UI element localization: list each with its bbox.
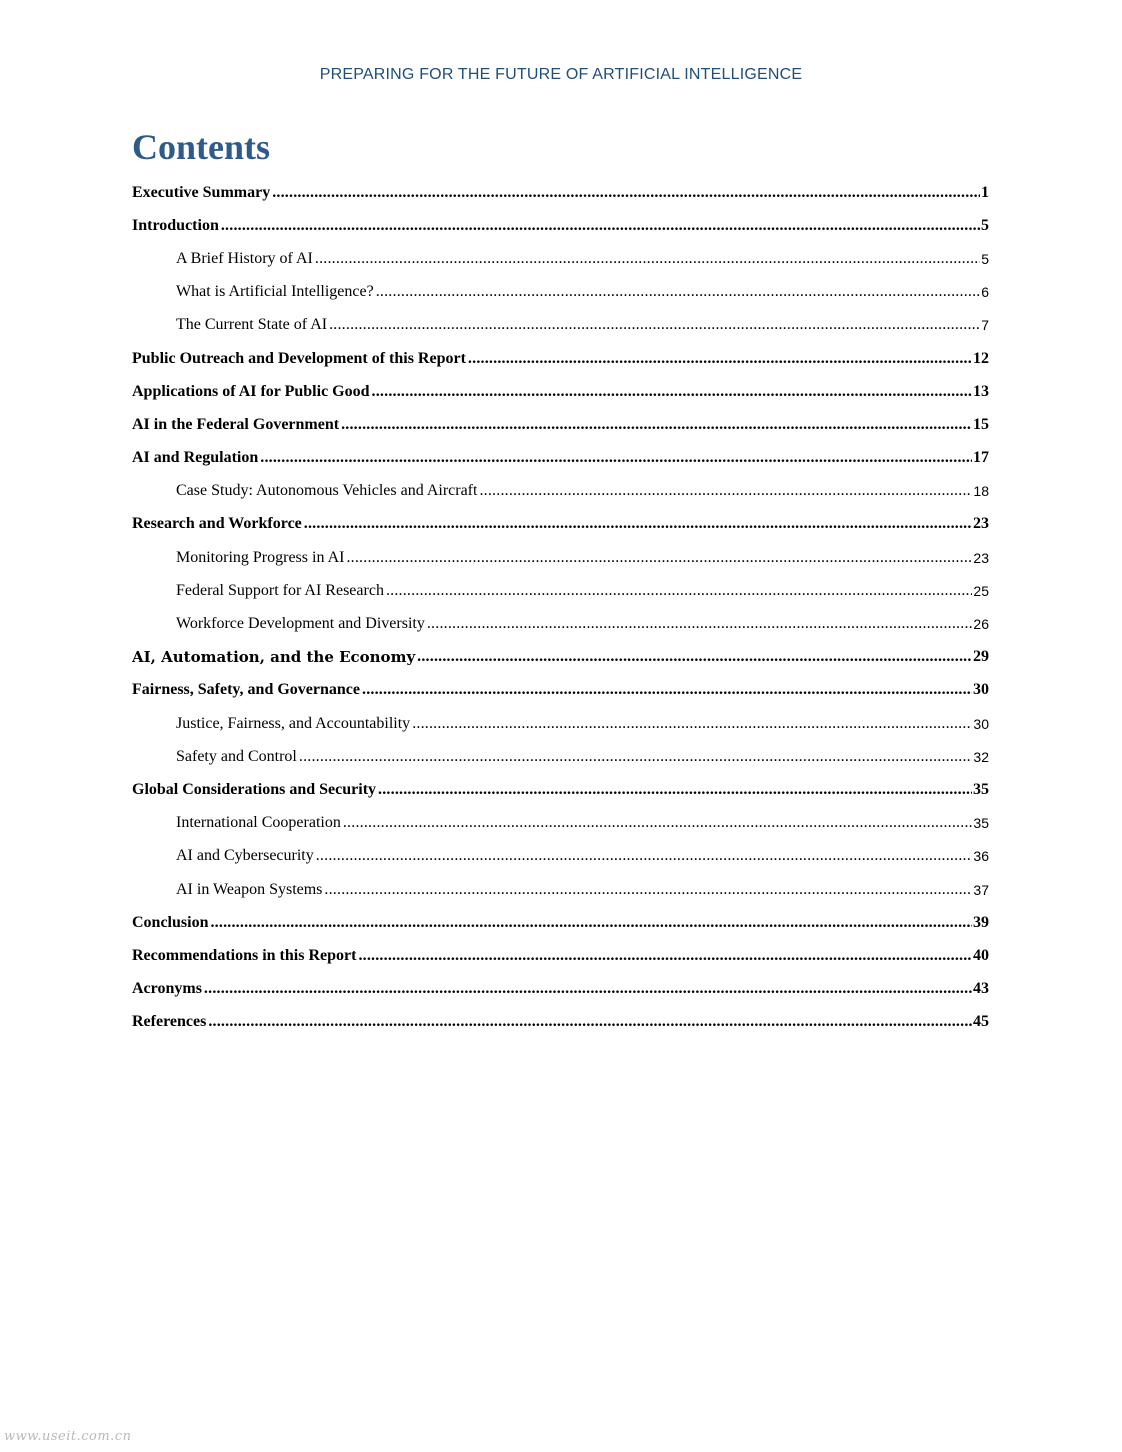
toc-dot-leader	[272, 184, 980, 202]
toc-entry-title: Executive Summary	[132, 183, 271, 201]
toc-entry-fairness-safety[interactable]	[132, 674, 989, 707]
toc-page-number: 23	[973, 515, 989, 533]
toc-dot-leader	[412, 715, 972, 733]
toc-dot-leader	[479, 482, 972, 500]
toc-entry-title: Recommendations in this Report	[132, 946, 357, 964]
toc-dot-leader	[358, 947, 972, 965]
toc-entry-title: Applications of AI for Public Good	[132, 382, 370, 400]
toc-dot-leader	[316, 847, 973, 865]
toc-entry-international-cooperation[interactable]	[132, 807, 989, 840]
toc-entry-title: Justice, Fairness, and Accountability	[176, 714, 411, 732]
toc-dot-leader	[376, 283, 981, 301]
toc-entry-global-security[interactable]	[132, 773, 989, 806]
toc-entry-what-is-ai[interactable]	[132, 276, 989, 309]
toc-page-number: 32	[973, 748, 989, 765]
toc-entry-title: Acronyms	[132, 980, 202, 998]
toc-entry-title: Global Considerations and Security	[132, 780, 377, 798]
toc-entry-executive-summary[interactable]	[132, 176, 989, 209]
toc-entry-recommendations[interactable]	[132, 939, 989, 972]
toc-entry-automation-economy[interactable]	[132, 641, 989, 674]
toc-entry-federal-support[interactable]	[132, 574, 989, 607]
toc-page-number: 45	[973, 1013, 989, 1031]
toc-entry-references[interactable]	[132, 1006, 989, 1039]
toc-page-number: 17	[973, 449, 989, 467]
toc-entry-title: Safety and Control	[176, 747, 297, 765]
toc-dot-leader	[346, 549, 972, 567]
toc-entry-title: International Cooperation	[176, 814, 341, 832]
toc-page-number: 37	[973, 881, 989, 898]
toc-entry-title: What is Artificial Intelligence?	[176, 283, 374, 301]
toc-entry-title: Research and Workforce	[132, 515, 302, 533]
toc-dot-leader	[221, 217, 980, 235]
toc-entry-title: Introduction	[132, 216, 219, 234]
toc-entry-introduction[interactable]	[132, 209, 989, 242]
toc-entry-research-workforce[interactable]	[132, 508, 989, 541]
toc-dot-leader	[210, 914, 972, 932]
running-header: PREPARING FOR THE FUTURE OF ARTIFICIAL INTELLIGENCE	[319, 66, 803, 83]
toc-dot-leader	[386, 582, 972, 600]
toc-dot-leader	[208, 1013, 972, 1031]
toc-entry-public-outreach[interactable]	[132, 342, 989, 375]
toc-dot-leader	[329, 316, 980, 334]
toc-page-number: 6	[981, 284, 989, 301]
toc-page-number: 39	[973, 913, 989, 931]
toc-page-number: 30	[973, 681, 989, 699]
toc-page-number: 35	[973, 780, 989, 798]
toc-entry-safety-control[interactable]	[132, 740, 989, 773]
toc-entry-workforce-diversity[interactable]	[132, 607, 989, 640]
toc-entry-title: AI, Automation, and the Economy	[132, 648, 416, 667]
toc-entry-title: Conclusion	[132, 913, 209, 931]
toc-dot-leader	[378, 781, 972, 799]
toc-dot-leader	[324, 881, 972, 899]
toc-page-number: 29	[973, 648, 989, 666]
toc-page-number: 23	[973, 549, 989, 566]
toc-page-number: 35	[973, 815, 989, 832]
toc-page-number: 40	[973, 946, 989, 964]
toc-entry-title: AI in Weapon Systems	[176, 880, 323, 898]
toc-page-number: 43	[973, 980, 989, 998]
toc-entry-title: A Brief History of AI	[176, 249, 313, 267]
toc-page-number: 25	[973, 582, 989, 599]
toc-dot-leader	[372, 383, 972, 401]
toc-entry-title: AI and Regulation	[132, 449, 259, 467]
toc-dot-leader	[417, 648, 972, 666]
toc-entry-title: The Current State of AI	[176, 316, 328, 334]
toc-dot-leader	[427, 615, 973, 633]
toc-entry-conclusion[interactable]	[132, 906, 989, 939]
watermark: www.useit.com.cn	[4, 1429, 132, 1444]
toc-entry-public-good[interactable]	[132, 375, 989, 408]
toc-page-number: 12	[973, 349, 989, 367]
page-title: Contents	[132, 127, 271, 167]
toc-dot-leader	[260, 449, 972, 467]
toc-dot-leader	[362, 681, 972, 699]
toc-page-number: 36	[973, 848, 989, 865]
toc-entry-brief-history[interactable]	[132, 242, 989, 275]
toc-entry-acronyms[interactable]	[132, 973, 989, 1006]
toc-dot-leader	[341, 416, 972, 434]
toc-entry-title: Fairness, Safety, and Governance	[132, 681, 360, 699]
toc-entry-current-state[interactable]	[132, 309, 989, 342]
toc-dot-leader	[343, 814, 973, 832]
toc-entry-title: Public Outreach and Development of this Report	[132, 349, 466, 367]
toc-page-number: 15	[973, 415, 989, 433]
toc-entry-title: AI in the Federal Government	[132, 415, 340, 433]
toc-dot-leader	[315, 250, 980, 268]
toc-dot-leader	[468, 350, 972, 368]
toc-page-number: 18	[973, 483, 989, 500]
toc-entry-title: Workforce Development and Diversity	[176, 615, 425, 633]
toc-page-number: 26	[973, 616, 989, 633]
toc-page-number: 13	[973, 382, 989, 400]
toc-entry-regulation[interactable]	[132, 442, 989, 475]
toc-dot-leader	[204, 980, 972, 998]
table-of-contents	[132, 176, 989, 1039]
toc-entry-title: Federal Support for AI Research	[176, 581, 384, 599]
toc-page-number: 7	[981, 317, 989, 334]
toc-entry-justice-fairness[interactable]	[132, 707, 989, 740]
toc-entry-federal-government[interactable]	[132, 408, 989, 441]
toc-entry-weapon-systems[interactable]	[132, 873, 989, 906]
toc-entry-cybersecurity[interactable]	[132, 840, 989, 873]
toc-entry-case-study[interactable]	[132, 475, 989, 508]
toc-page-number: 5	[981, 250, 989, 267]
toc-page-number: 30	[973, 715, 989, 732]
toc-entry-monitoring-progress[interactable]	[132, 541, 989, 574]
toc-page-number: 1	[981, 183, 989, 201]
toc-page-number: 5	[981, 216, 989, 234]
toc-entry-title: AI and Cybersecurity	[176, 847, 314, 865]
toc-entry-title: Case Study: Autonomous Vehicles and Aircraft	[176, 482, 478, 500]
toc-dot-leader	[304, 515, 972, 533]
toc-entry-title: Monitoring Progress in AI	[176, 548, 345, 566]
toc-entry-title: References	[132, 1013, 207, 1031]
toc-dot-leader	[299, 748, 973, 766]
